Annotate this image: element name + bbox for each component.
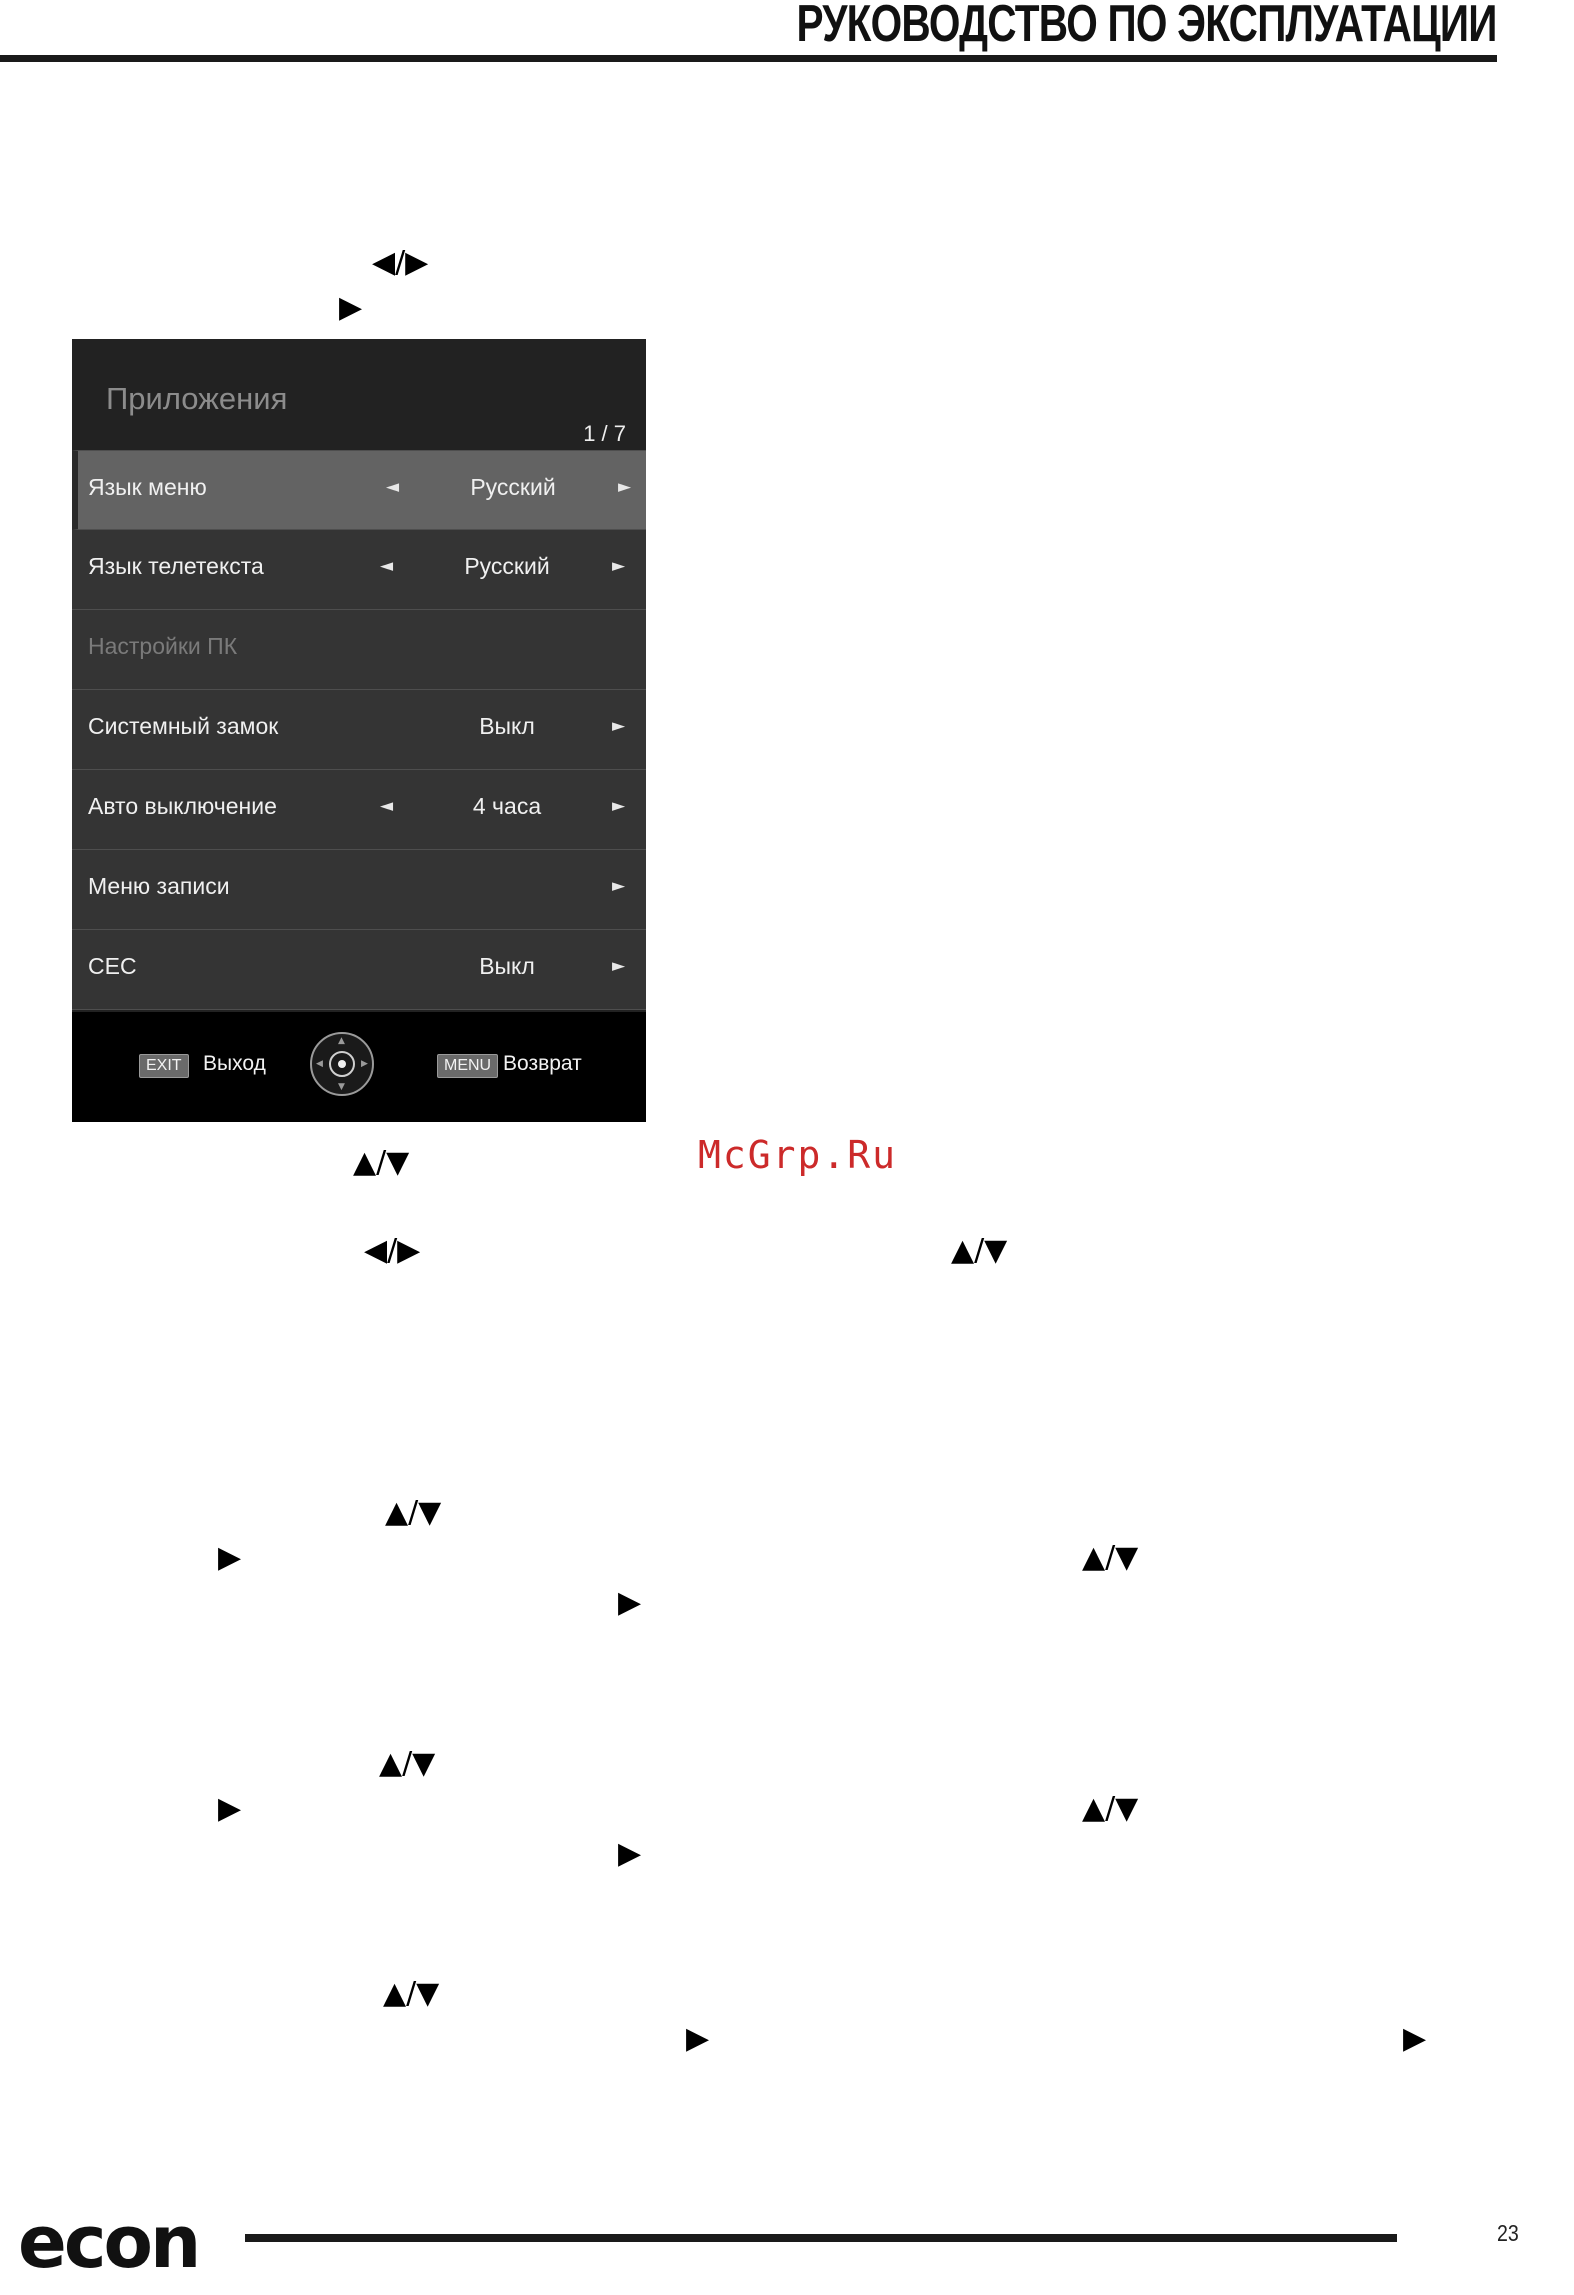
up-down-arrows-symbol: ▲/▼	[1082, 1791, 1139, 1826]
exit-key-icon[interactable]: EXIT	[139, 1054, 189, 1078]
menu-item-label: Настройки ПК	[88, 633, 238, 659]
econ-logo: econ	[18, 2200, 199, 2284]
menu-item-label: Системный замок	[88, 713, 279, 739]
menu-item-record-menu[interactable]	[72, 850, 646, 930]
up-down-arrows-symbol: ▲/▼	[379, 1746, 436, 1781]
right-arrow-symbol: ▶	[218, 1791, 242, 1826]
menu-item-label: Меню записи	[88, 873, 230, 899]
up-down-arrows-symbol: ▲/▼	[383, 1976, 440, 2011]
up-down-arrows-symbol: ▲/▼	[951, 1233, 1008, 1268]
menu-item-value: Русский	[470, 474, 556, 500]
left-arrow-icon[interactable]: ◄	[380, 556, 394, 576]
menu-item-value: Выкл	[479, 713, 535, 739]
applications-menu-panel	[72, 339, 646, 1122]
right-arrow-symbol: ▶	[618, 1585, 642, 1620]
menu-item-cec[interactable]	[72, 930, 646, 1010]
right-arrow-icon[interactable]: ►	[618, 477, 632, 497]
navigation-dpad-icon: ▲ ▼ ◀ ▶	[310, 1032, 374, 1096]
watermark: McGrp.Ru	[698, 1133, 898, 1177]
right-arrow-symbol: ▶	[218, 1540, 242, 1575]
menu-page-indicator: 1 / 7	[583, 421, 626, 446]
left-arrow-icon[interactable]: ◄	[386, 477, 400, 497]
menu-item-label: Язык меню	[88, 474, 207, 500]
menu-item-value: 4 часа	[472, 793, 542, 819]
up-down-arrows-symbol: ▲/▼	[385, 1495, 442, 1530]
right-arrow-icon[interactable]: ►	[612, 796, 626, 816]
left-arrow-icon[interactable]: ◄	[380, 796, 394, 816]
return-label: Возврат	[503, 1052, 582, 1075]
left-right-arrows-symbol: ◀/▶	[372, 245, 429, 280]
menu-item-system-lock[interactable]	[72, 690, 646, 770]
menu-item-auto-off[interactable]	[72, 770, 646, 850]
menu-item-menu-language[interactable]	[72, 450, 646, 530]
header-rule	[0, 55, 1497, 62]
menu-item-label: CEC	[88, 953, 137, 979]
page-header-title: РУКОВОДСТВО ПО ЭКСПЛУАТАЦИИ	[796, 0, 1497, 53]
up-down-arrows-symbol: ▲/▼	[1082, 1540, 1139, 1575]
right-arrow-symbol: ▶	[618, 1836, 642, 1871]
right-arrow-icon[interactable]: ►	[612, 876, 626, 896]
right-arrow-symbol: ▶	[1403, 2021, 1427, 2056]
up-down-arrows-symbol: ▲/▼	[353, 1145, 410, 1180]
menu-item-label: Авто выключение	[88, 793, 277, 819]
exit-label: Выход	[203, 1052, 266, 1075]
menu-footer-bar	[72, 1012, 646, 1122]
menu-item-value: Русский	[464, 553, 550, 579]
footer-rule	[245, 2234, 1397, 2242]
right-arrow-icon[interactable]: ►	[612, 556, 626, 576]
menu-item-label: Язык телетекста	[88, 553, 264, 579]
menu-item-value: Выкл	[479, 953, 535, 979]
left-right-arrows-symbol: ◀/▶	[364, 1233, 421, 1268]
menu-title: Приложения	[106, 381, 288, 416]
menu-key-icon[interactable]: MENU	[437, 1054, 498, 1078]
menu-list	[72, 450, 646, 1010]
right-arrow-icon[interactable]: ►	[612, 956, 626, 976]
right-arrow-symbol: ▶	[686, 2021, 710, 2056]
menu-item-pc-settings	[72, 610, 646, 690]
right-arrow-icon[interactable]: ►	[612, 716, 626, 736]
right-arrow-symbol: ▶	[339, 290, 363, 325]
page-number: 23	[1497, 2220, 1519, 2246]
menu-item-teletext-language[interactable]	[72, 530, 646, 610]
